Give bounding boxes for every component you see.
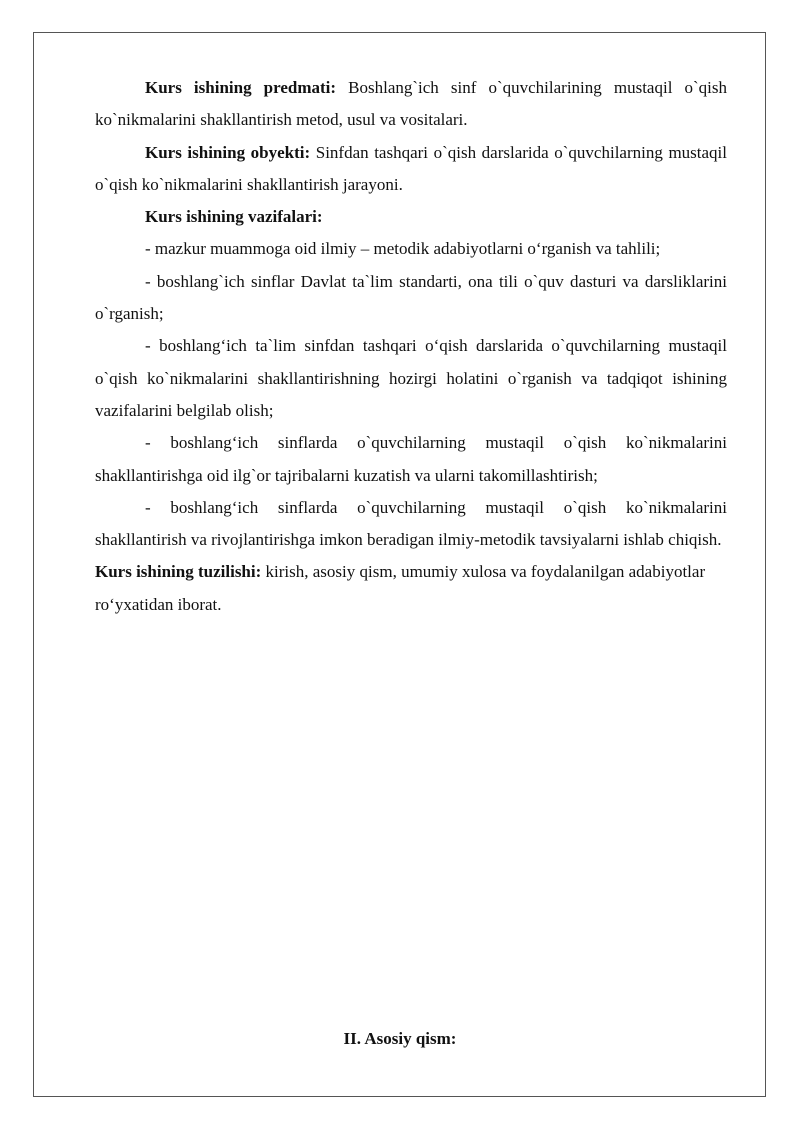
tuzilish-text: kirish, asosiy qism, umumiy xulosa va foydalanilgan adabiyotlar ro‘yxatidan iborat. xyxy=(95,562,706,614)
obyekt-paragraph xyxy=(95,137,727,202)
vazifa-item: - boshlang‘ich sinflarda o`quvchilarning mustaqil o`qish ko`nikmalarini shakllantirishga oid ilg`or tajribalarni kuzatish va ularni takomillashtirish; xyxy=(95,433,727,485)
obyekt-label: Kurs ishining obyekti: xyxy=(145,142,311,162)
vazifa-item: - mazkur muammoga oid ilmiy – metodik adabiyotlarni o‘rganish va tahlili; xyxy=(145,239,661,259)
obyekt-text: Sinfdan tashqari o`qish darslarida o`quvchilarning mustaqil o`qish ko`nikmalarini shakllantirish jarayoni. xyxy=(95,142,727,194)
section-heading: II. Asosiy qism: xyxy=(343,1029,457,1048)
vazifa-item: - boshlang`ich sinflar Davlat ta`lim standarti, ona tili o`quv dasturi va darsliklarini o`rganish; xyxy=(95,271,727,324)
tuzilish-label: Kurs ishining tuzilishi: xyxy=(95,562,262,582)
vazifa-item: - boshlang‘ich sinflarda o`quvchilarning mustaqil o`qish ko`nikmalarini shakllantirish va rivojlantirishga imkon beradigan ilmiy-metodik tavsiyalarni ishlab chiqish. xyxy=(95,497,727,550)
vazifalar-heading xyxy=(95,201,727,233)
vazifalar-label: Kurs ishining vazifalari: xyxy=(145,207,323,227)
predmet-text: Boshlang`ich sinf o`quvchilarining mustaqil o`qish ko`nikmalarini shakllantirish metod, usul va vositalari. xyxy=(95,78,727,130)
tuzilish-paragraph xyxy=(95,556,727,621)
vazifa-item: - boshlang‘ich ta`lim sinfdan tashqari o‘qish darslarida o`quvchilarning mustaqil o`qish ko`nikmalarini shakllantirishning hozirgi holatini o`rganish va tadqiqot ishining vazifalarini belgilab olish; xyxy=(95,336,727,420)
predmet-paragraph xyxy=(95,72,727,137)
predmet-label: Kurs ishining predmati: xyxy=(145,78,337,97)
document-body xyxy=(95,72,727,621)
